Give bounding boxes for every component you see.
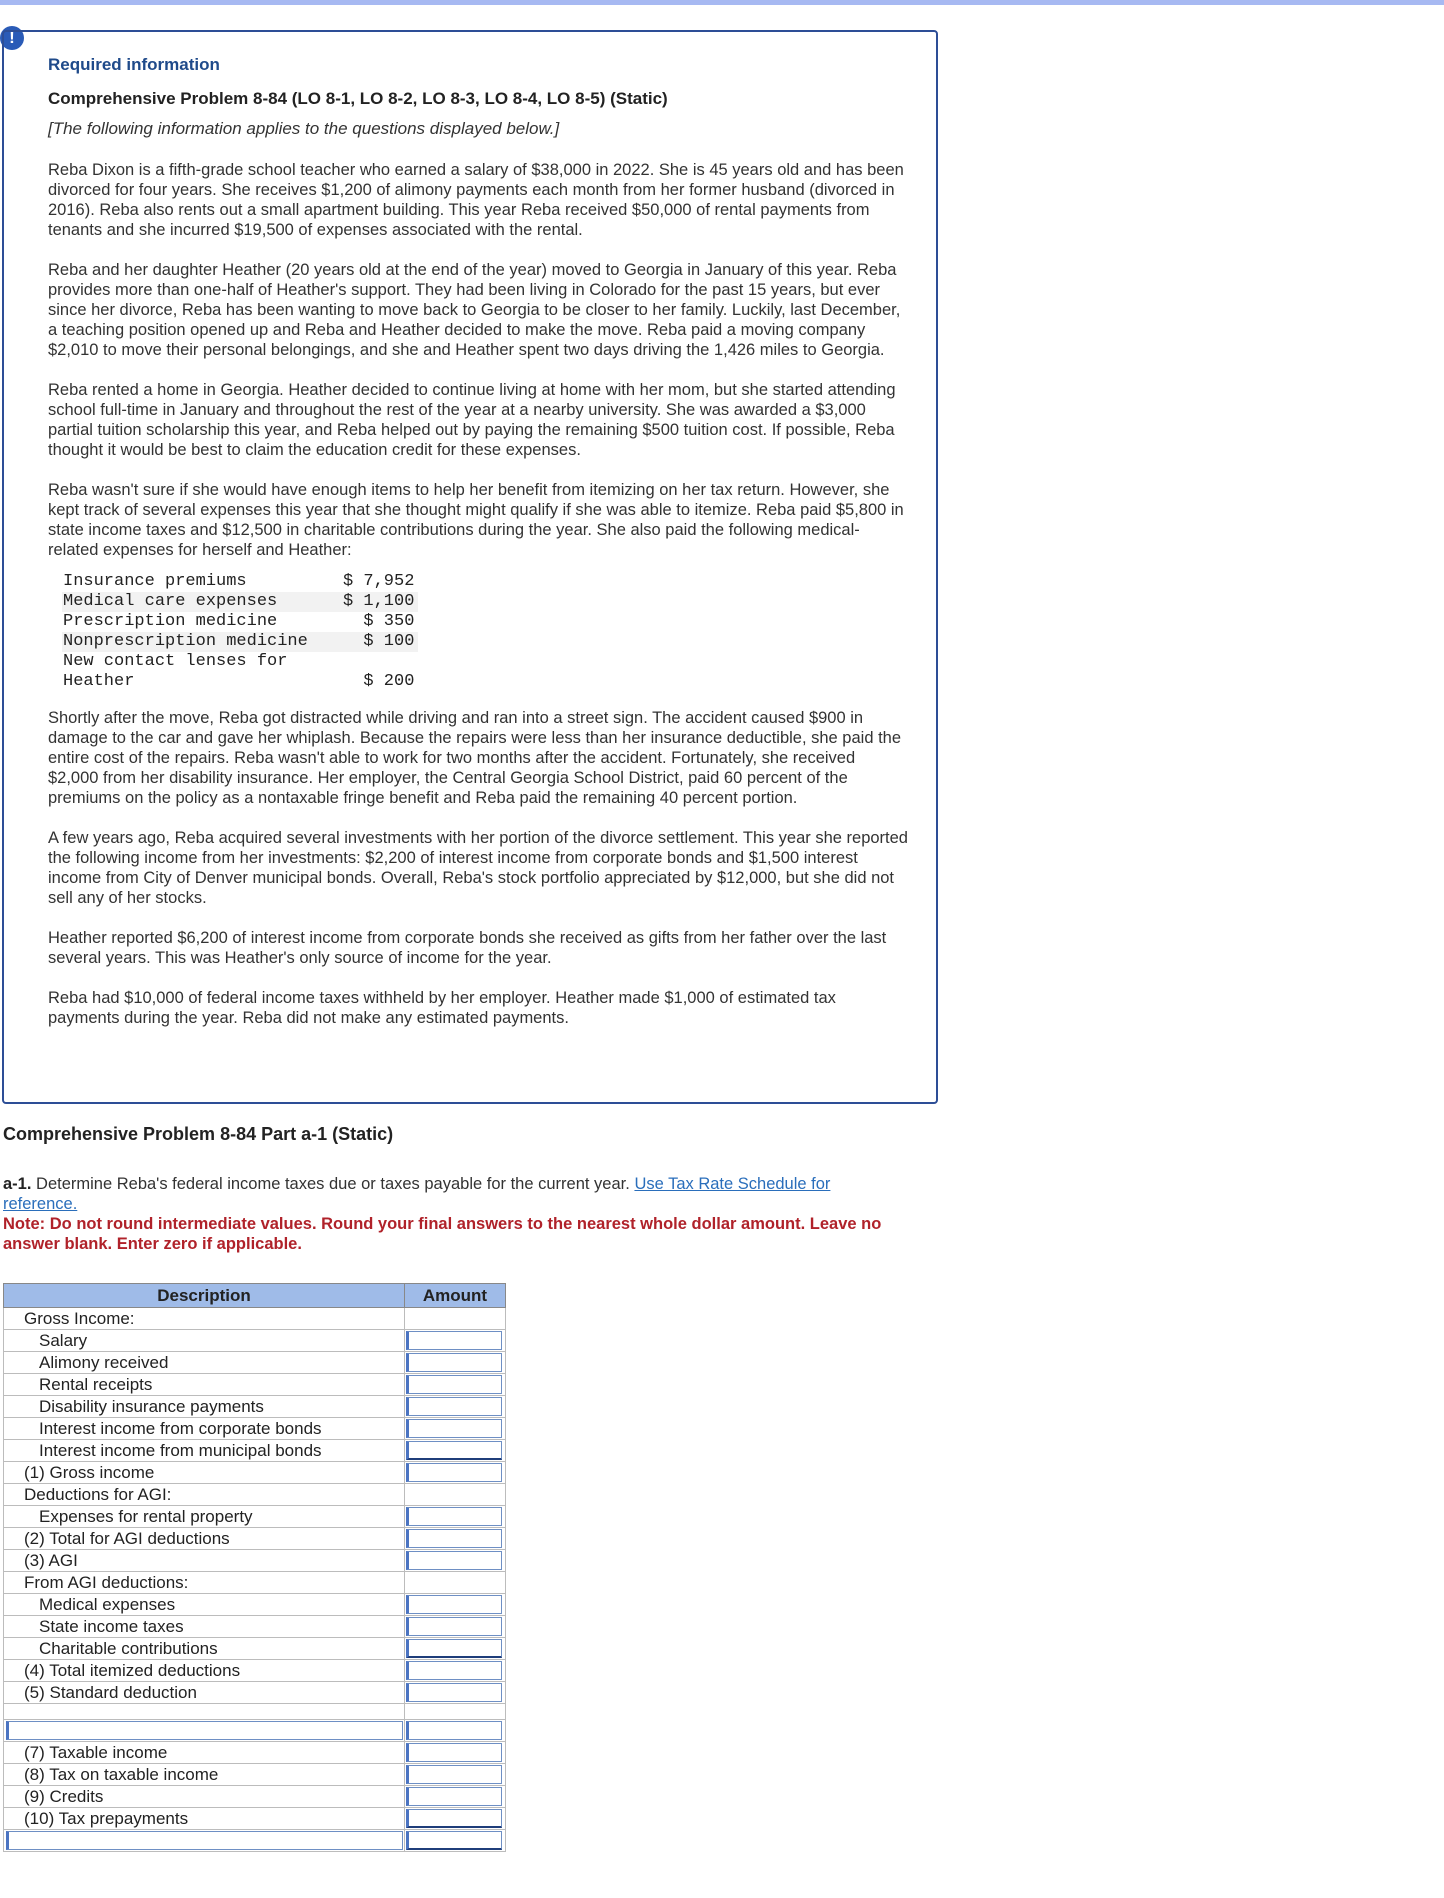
row-label: (1) Gross income (4, 1462, 405, 1484)
row-label: (2) Total for AGI deductions (4, 1528, 405, 1550)
table-row (4, 1808, 506, 1830)
state-taxes-input[interactable] (406, 1617, 502, 1636)
expense-amount: $ 100 (327, 632, 418, 652)
table-row (4, 1330, 506, 1352)
table-row (4, 1764, 506, 1786)
expense-label: Insurance premiums (63, 572, 247, 591)
agi-input[interactable] (406, 1551, 502, 1570)
tax-prepayments-input[interactable] (406, 1809, 502, 1828)
table-row (4, 1616, 506, 1638)
table-row (4, 1374, 506, 1396)
row-label: From AGI deductions: (4, 1572, 405, 1594)
taxable-income-input[interactable] (406, 1743, 502, 1762)
row-label: State income taxes (4, 1616, 405, 1638)
credits-input[interactable] (406, 1787, 502, 1806)
row11-amount-input[interactable] (406, 1831, 502, 1850)
table-row (4, 1440, 506, 1462)
required-info-heading: Required information (48, 55, 220, 74)
municipal-interest-input[interactable] (406, 1441, 502, 1460)
total-itemized-input[interactable] (406, 1661, 502, 1680)
medical-expenses-table (62, 572, 418, 692)
applies-note: [The following information applies to the questions displayed below.] (48, 119, 560, 138)
table-row (4, 1638, 506, 1660)
row6-amount-input[interactable] (406, 1721, 502, 1740)
paragraph: Shortly after the move, Reba got distracted while driving and ran into a street sign. The accident caused $900 in damage to the car and gave her whiplash. Because the repairs were less than her insurance deductible, she paid the entire cost of the repairs. Reba wasn't able to work for two months after the accident. Fortunately, she received $2,000 from her disability insurance. Her employer, the Central Georgia School District, paid 60 percent of the premiums on the policy as a nontaxable fringe benefit and Reba paid the remaining 40 percent portion. (48, 709, 902, 807)
table-row (4, 1786, 506, 1808)
problem-title: Comprehensive Problem 8-84 (LO 8-1, LO 8-2, LO 8-3, LO 8-4, LO 8-5) (Static) (48, 89, 668, 108)
amount-header: Amount (405, 1284, 506, 1308)
row-label: (9) Credits (4, 1786, 405, 1808)
answer-table (3, 1283, 506, 1852)
row-label: Deductions for AGI: (4, 1484, 405, 1506)
expense-label: Medical care expenses (62, 592, 327, 612)
table-row (4, 1682, 506, 1704)
table-row (4, 1550, 506, 1572)
table-row (4, 1462, 506, 1484)
expense-label: Prescription medicine (63, 612, 278, 631)
table-row (62, 652, 418, 692)
row-label: Interest income from corporate bonds (4, 1418, 405, 1440)
row11-description-input[interactable] (6, 1831, 403, 1850)
tax-rate-schedule-link[interactable]: Use Tax Rate Schedule for reference. (3, 1175, 831, 1213)
row6-description-input[interactable] (6, 1721, 403, 1740)
table-row (62, 572, 418, 592)
row-label: Interest income from municipal bonds (4, 1440, 405, 1462)
paragraph: Reba had $10,000 of federal income taxes withheld by her employer. Heather made $1,000 of estimated tax payments during the year. Reba did not make any estimated payments. (48, 989, 836, 1027)
disability-amount-input[interactable] (406, 1397, 502, 1416)
total-for-agi-input[interactable] (406, 1529, 502, 1548)
row-label: Disability insurance payments (4, 1396, 405, 1418)
table-row (62, 592, 418, 612)
row-label: (4) Total itemized deductions (4, 1660, 405, 1682)
table-row (4, 1572, 506, 1594)
paragraph: Reba Dixon is a fifth-grade school teacher who earned a salary of $38,000 in 2022. She is 45 years old and has been divorced for four years. She receives $1,200 of alimony payments each month from her former husband (divorced in 2016). Reba also rents out a small apartment building. This year Reba received $50,000 of rental payments from tenants and she incurred $19,500 of expenses associated with the rental. (48, 161, 904, 239)
table-row (4, 1506, 506, 1528)
row-label: (7) Taxable income (4, 1742, 405, 1764)
row-label: (8) Tax on taxable income (4, 1764, 405, 1786)
table-row (62, 612, 418, 632)
question-a1 (3, 1174, 903, 1214)
row-label: Expenses for rental property (4, 1506, 405, 1528)
expense-amount: $ 7,952 (343, 572, 415, 591)
expense-amount: $ 1,100 (327, 592, 418, 612)
table-row (4, 1594, 506, 1616)
table-row (4, 1352, 506, 1374)
row-label: Gross Income: (4, 1308, 405, 1330)
alert-icon: ! (0, 26, 24, 50)
question-text: Determine Reba's federal income taxes due or taxes payable for the current year. (36, 1175, 630, 1193)
paragraph: Reba wasn't sure if she would have enough items to help her benefit from itemizing on her tax return. However, she kept track of several expenses this year that she thought might qualify if she was able to itemize. Reba paid $5,800 in state income taxes and $12,500 in charitable contributions during the year. She also paid the following medical-related expenses for herself and Heather: (48, 481, 904, 559)
table-row (4, 1484, 506, 1506)
row-label: Rental receipts (4, 1374, 405, 1396)
expense-amount: $ 350 (363, 612, 415, 631)
expense-label: Nonprescription medicine (62, 632, 327, 652)
salary-amount-input[interactable] (406, 1331, 502, 1350)
charitable-contributions-input[interactable] (406, 1639, 502, 1658)
instruction-note: Note: Do not round intermediate values. Round your final answers to the nearest whole dollar amount. Leave no answer blank. Enter zero if applicable. (3, 1215, 882, 1253)
table-row (4, 1396, 506, 1418)
table-row (4, 1660, 506, 1682)
table-row (4, 1704, 506, 1720)
expense-amount: $ 200 (327, 652, 418, 692)
part-title: Comprehensive Problem 8-84 Part a-1 (Static) (3, 1124, 394, 1144)
paragraph: Reba and her daughter Heather (20 years old at the end of the year) moved to Georgia in January of this year. Reba provides more than one-half of Heather's support. They had been living in Colorado for the past 15 years, but ever since her divorce, Reba has been wanting to move back to Georgia to be closer to her family. Luckily, last December, a teaching position opened up and Reba and Heather decided to make the move. Reba paid a moving company $2,010 to move their personal belongings, and she and Heather spent two days driving the 1,426 miles to Georgia. (48, 261, 901, 359)
tax-on-taxable-input[interactable] (406, 1765, 502, 1784)
alimony-amount-input[interactable] (406, 1353, 502, 1372)
standard-deduction-input[interactable] (406, 1683, 502, 1702)
row-label: Salary (4, 1330, 405, 1352)
required-information-box (2, 30, 938, 1104)
row-label: Alimony received (4, 1352, 405, 1374)
table-row (4, 1308, 506, 1330)
table-row (4, 1830, 506, 1852)
row-label: Medical expenses (4, 1594, 405, 1616)
row-label: Charitable contributions (4, 1638, 405, 1660)
description-header: Description (4, 1284, 405, 1308)
rental-expenses-input[interactable] (406, 1507, 502, 1526)
table-row (4, 1720, 506, 1742)
paragraph: Heather reported $6,200 of interest income from corporate bonds she received as gifts from her father over the last several years. This was Heather's only source of income for the year. (48, 929, 887, 967)
top-accent-bar (0, 0, 1444, 5)
corporate-interest-input[interactable] (406, 1419, 502, 1438)
row-label: (5) Standard deduction (4, 1682, 405, 1704)
question-label: a-1. (3, 1175, 32, 1193)
row-label: (10) Tax prepayments (4, 1808, 405, 1830)
paragraph: A few years ago, Reba acquired several investments with her portion of the divorce settlement. This year she reported the following income from her investments: $2,200 of interest income from corporate bonds and $1,500 interest income from City of Denver municipal bonds. Overall, Reba's stock portfolio appreciated by $12,000, but she did not sell any of her stocks. (48, 829, 908, 907)
gross-income-input[interactable] (406, 1463, 502, 1482)
table-row (62, 632, 418, 652)
table-row (4, 1742, 506, 1764)
table-row (4, 1528, 506, 1550)
paragraph: Reba rented a home in Georgia. Heather decided to continue living at home with her mom, but she started attending school full-time in January and throughout the rest of the year at a nearby university. She was awarded a $3,000 partial tuition scholarship this year, and Reba helped out by paying the remaining $500 tuition cost. If possible, Reba thought it would be best to claim the education credit for these expenses. (48, 381, 896, 459)
medical-expenses-input[interactable] (406, 1595, 502, 1614)
expense-label: New contact lenses for Heather (62, 652, 327, 692)
row-label: (3) AGI (4, 1550, 405, 1572)
table-row (4, 1418, 506, 1440)
rental-amount-input[interactable] (406, 1375, 502, 1394)
